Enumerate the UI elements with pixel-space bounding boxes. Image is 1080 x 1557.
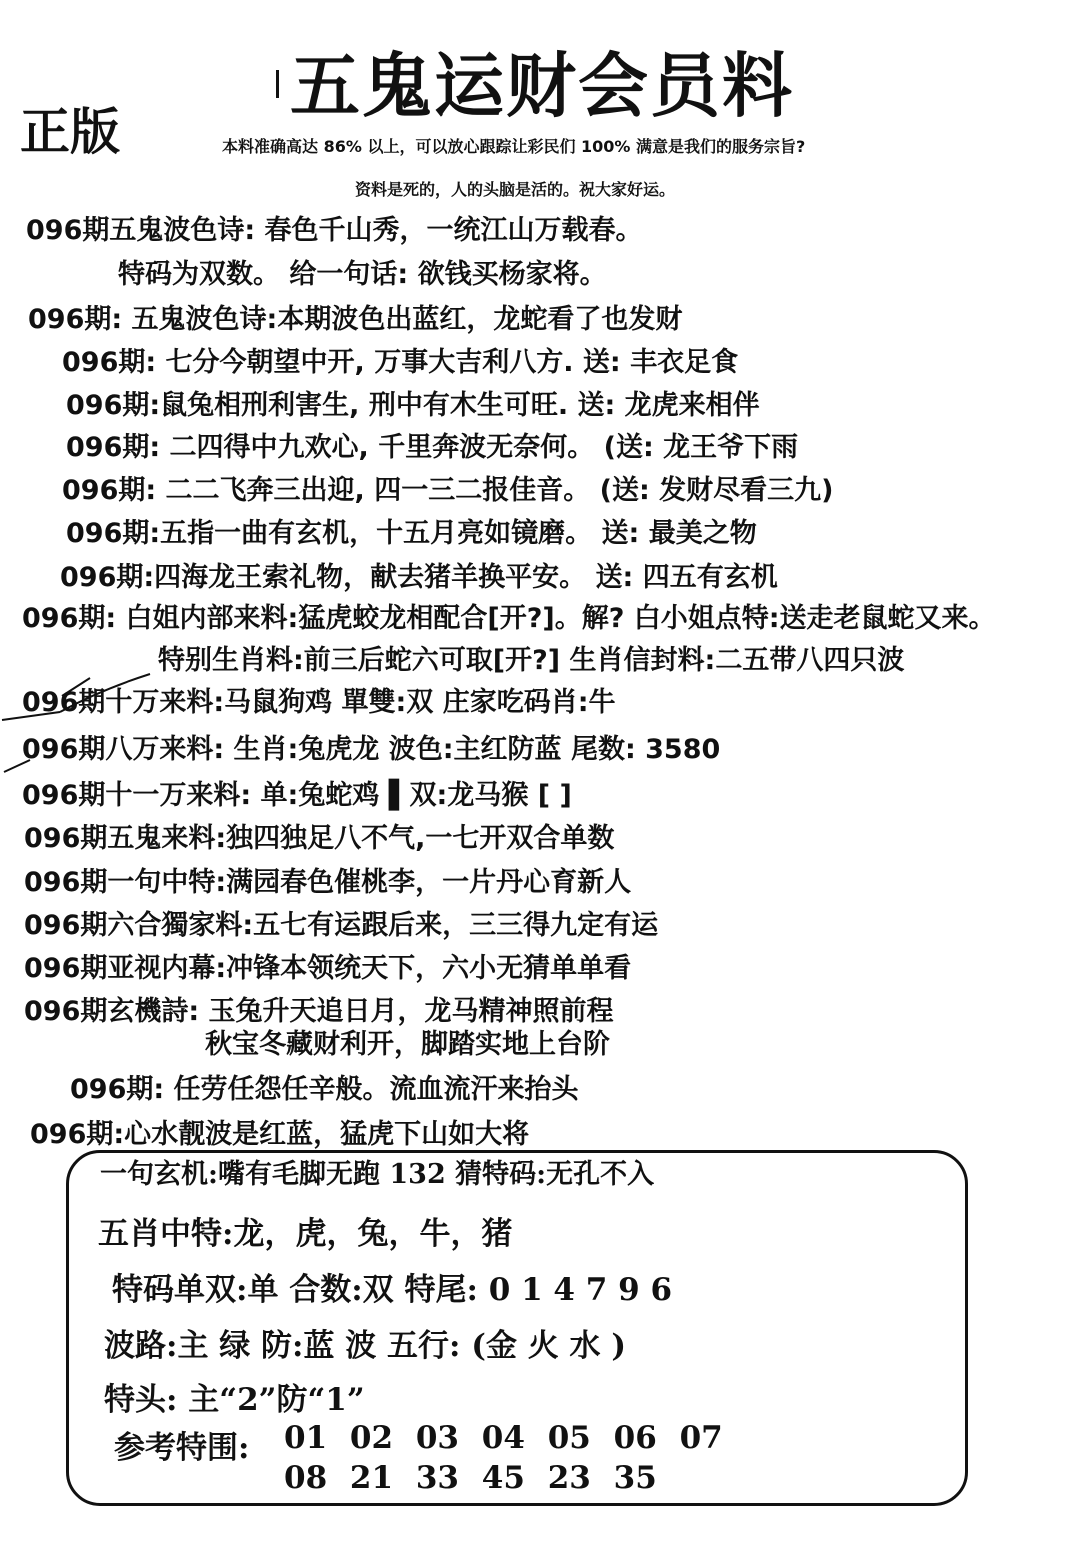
text-line: 096期: 任劳任怨任辛般。流血流汗来抬头 (70, 1074, 579, 1105)
pen-scribble (0, 660, 160, 800)
five-zodiac-line: 五肖中特:龙，虎，兔，牛，猪 (98, 1216, 513, 1252)
reference-label: 参考特围: (114, 1430, 250, 1466)
reference-numbers-row-2: 08 21 33 45 23 35 (284, 1460, 657, 1496)
text-line: 096期亚视内幕:冲锋本领统天下，六小无猜单单看 (24, 953, 632, 984)
text-line: 096期: 五鬼波色诗:本期波色出蓝红，龙蛇看了也发财 (28, 304, 683, 335)
text-line: 096期一句中特:满园春色催桃李，一片丹心育新人 (24, 867, 632, 898)
text-line: 096期:四海龙王索礼物，献去猪羊换平安。 送: 四五有玄机 (60, 562, 778, 593)
text-line: 096期: 二四得中九欢心, 千里奔波无奈何。 (送: 龙王爷下雨 (66, 432, 799, 463)
text-line: 096期: 七分今朝望中开, 万事大吉利八方. 送: 丰衣足食 (62, 347, 739, 378)
accuracy-note: 本料准确高达 86% 以上，可以放心跟踪让彩民们 100% 满意是我们的服务宗旨? (222, 137, 806, 156)
text-line: 096期五鬼波色诗: 春色千山秀，一统江山万载春。 (26, 215, 643, 246)
luck-note: 资料是死的，人的头脑是活的。祝大家好运。 (355, 180, 676, 199)
text-line: 096期十一万来料: 单:兔蛇鸡 ▌双:龙马猴 [ ] (22, 780, 572, 811)
text-line: 096期八万来料: 生肖:兔虎龙 波色:主红防蓝 尾数: 3580 (22, 734, 721, 765)
riddle-line: 一句玄机:嘴有毛脚无跑 132 猜特码:无孔不入 (100, 1159, 655, 1190)
text-line: 096期玄機詩: 玉兔升天追日月，龙马精神照前程 (24, 996, 614, 1027)
text-line: 096期六合獨家料:五七有运跟后来，三三得九定有运 (24, 910, 659, 941)
text-line: 096期:鼠兔相刑利害生, 刑中有木生可旺. 送: 龙虎来相伴 (66, 390, 760, 421)
text-line: 096期: 二二飞奔三出迎, 四一三二报佳音。 (送: 发财尽看三九) (62, 475, 834, 506)
text-line: 096期十万来料:马鼠狗鸡 單雙:双 庄家吃码肖:牛 (22, 687, 616, 718)
text-line: 特别生肖料:前三后蛇六可取[开?] 生肖信封料:二五带八四只波 (158, 645, 905, 676)
page-title: 五鬼运财会员料 (290, 44, 794, 127)
text-line: 096期:五指一曲有玄机，十五月亮如镜磨。 送: 最美之物 (66, 518, 757, 549)
brand-label: 正版 (20, 102, 120, 161)
text-line: 096期:心水靓波是红蓝，猛虎下山如大将 (30, 1119, 530, 1150)
odd-even-line: 特码单双:单 合数:双 特尾: 0 1 4 7 9 6 (112, 1272, 673, 1308)
head-line: 特头: 主“2”防“1” (104, 1382, 365, 1418)
text-line: 秋宝冬藏财利开，脚踏实地上台阶 (205, 1029, 610, 1060)
text-line: 特码为双数。 给一句话: 欲钱买杨家将。 (118, 259, 607, 290)
reference-numbers-row-1: 01 02 03 04 05 06 07 (284, 1420, 723, 1456)
text-line: 096期: 白姐内部来料:猛虎蛟龙相配合[开?]。解? 白小姐点特:送走老鼠蛇又来。 (22, 603, 996, 634)
title-mark (276, 70, 279, 98)
text-line: 096期五鬼来料:独四独足八不气,一七开双合单数 (24, 823, 615, 854)
wave-line: 波路:主 绿 防:蓝 波 五行: (金 火 水 ) (104, 1328, 627, 1364)
